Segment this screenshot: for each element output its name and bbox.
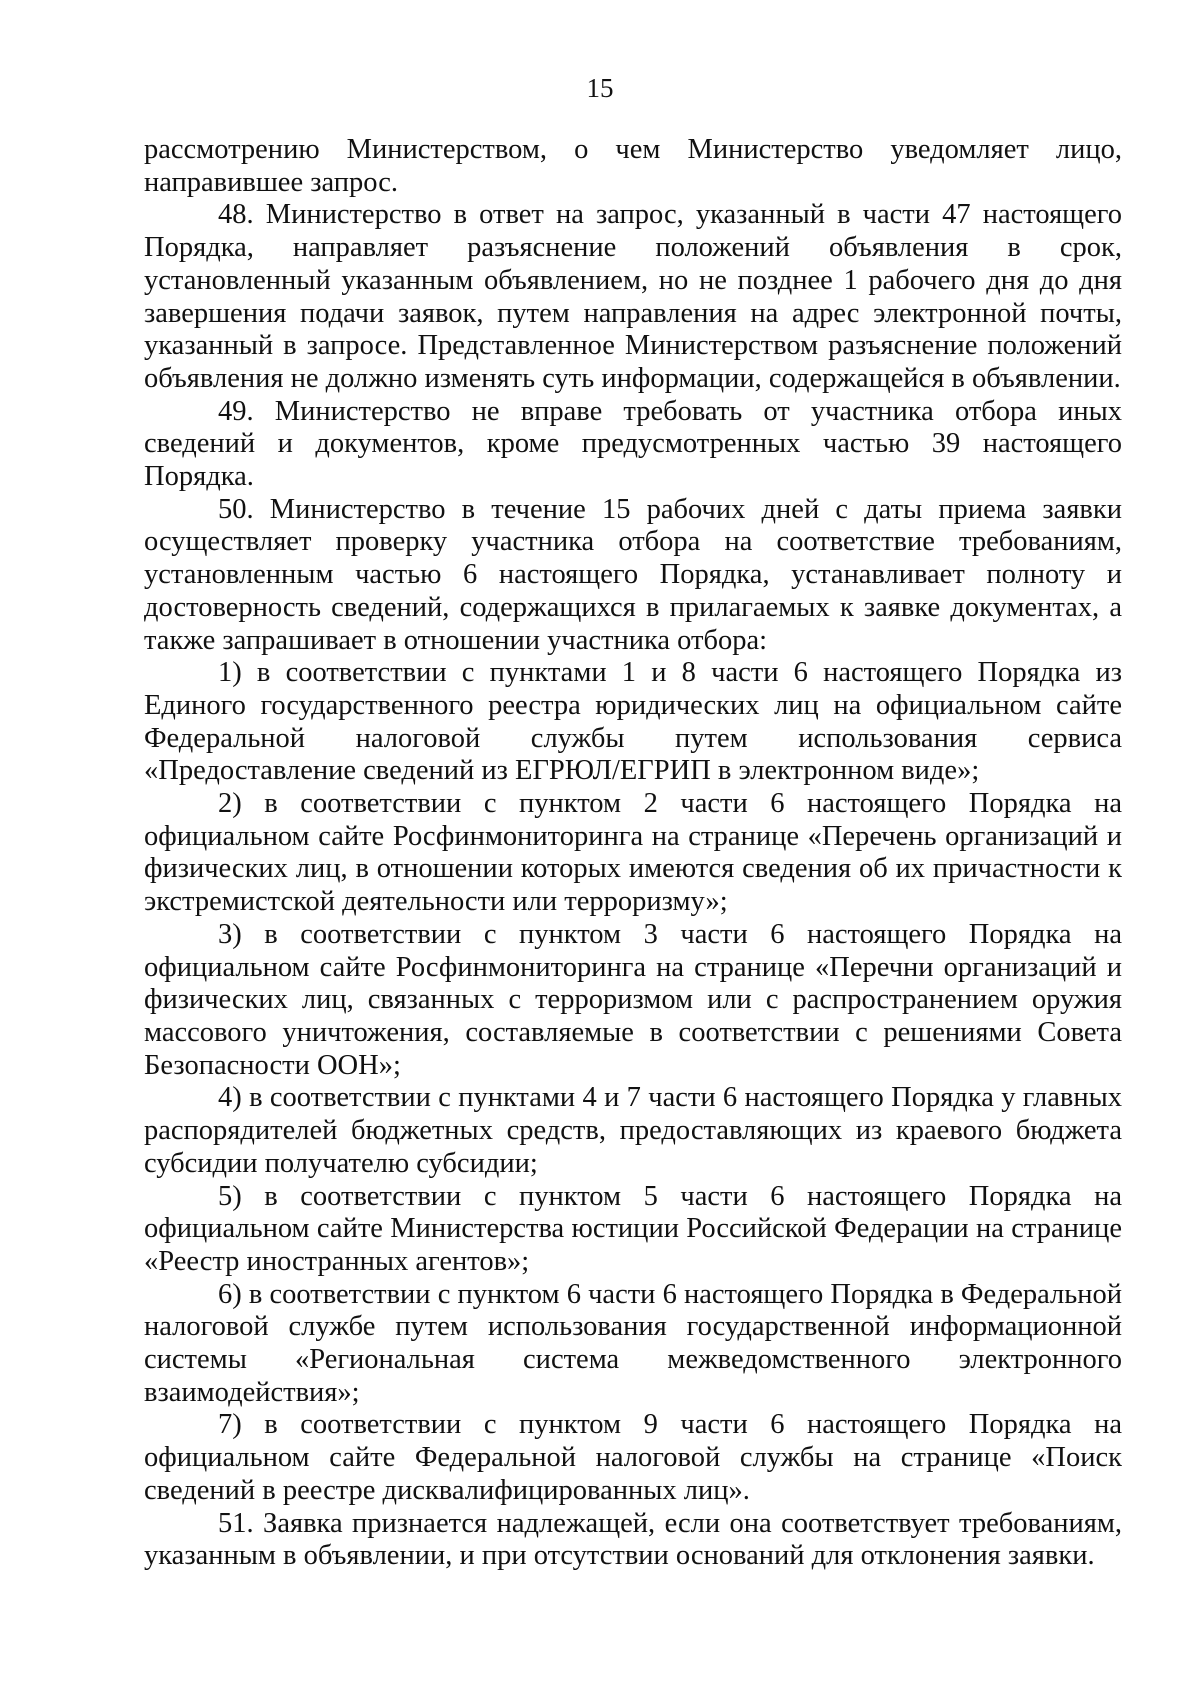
- page-number: 15: [586, 73, 614, 103]
- list-item-6: 6) в соответствии с пунктом 6 части 6 настоящего Порядка в Федеральной налоговой службе путем использования государственной информационной системы «Региональная система межведомственного электронного взаимодействия»;: [144, 1278, 1122, 1408]
- list-item-5: 5) в соответствии с пунктом 5 части 6 настоящего Порядка на официальном сайте Министерства юстиции Российской Федерации на странице «Реестр иностранных агентов»;: [144, 1180, 1122, 1277]
- paragraph-continuation: рассмотрению Министерством, о чем Министерство уведомляет лицо, направившее запрос.: [144, 134, 1122, 198]
- document-body: [144, 134, 1122, 1573]
- paragraph-51: 51. Заявка признается надлежащей, если она соответствует требованиям, указанным в объявлении, и при отсутствии оснований для отклонения заявки.: [144, 1507, 1122, 1572]
- list-item-3: 3) в соответствии с пунктом 3 части 6 настоящего Порядка на официальном сайте Росфинмониторинга на странице «Перечни организаций и физических лиц, связанных с терроризмом или с распространением оружия массового уничтожения, составляемые в соответствии с решениями Совета Безопасности ООН»;: [144, 918, 1122, 1081]
- list-item-4: 4) в соответствии с пунктами 4 и 7 части 6 настоящего Порядка у главных распорядителей бюджетных средств, предоставляющих из краевого бюджета субсидии получателю субсидии;: [144, 1082, 1122, 1179]
- paragraph-50: 50. Министерство в течение 15 рабочих дней с даты приема заявки осуществляет проверку участника отбора на соответствие требованиям, установленным частью 6 настоящего Порядка, устанавливает полноту и достоверность сведений, содержащихся в прилагаемых к заявке документах, а также запрашивает в отношении участника отбора:: [144, 493, 1122, 656]
- paragraph-49: 49. Министерство не вправе требовать от участника отбора иных сведений и документов, кроме предусмотренных частью 39 настоящего Порядка.: [144, 395, 1122, 493]
- paragraph-48: 48. Министерство в ответ на запрос, указанный в части 47 настоящего Порядка, направляет разъяснение положений объявления в срок, установленный указанным объявлением, но не позднее 1 рабочего дня до дня завершения подачи заявок, путем направления на адрес электронной почты, указанный в запросе. Представленное Министерством разъяснение положений объявления не должно изменять суть информации, содержащейся в объявлении.: [144, 199, 1122, 394]
- list-item-1: 1) в соответствии с пунктами 1 и 8 части 6 настоящего Порядка из Единого государственного реестра юридических лиц на официальном сайте Федеральной налоговой службы путем использования сервиса «Предоставление сведений из ЕГРЮЛ/ЕГРИП в электронном виде»;: [144, 657, 1122, 787]
- list-item-7: 7) в соответствии с пунктом 9 части 6 настоящего Порядка на официальном сайте Федеральной налоговой службы на странице «Поиск сведений в реестре дисквалифицированных лиц».: [144, 1409, 1122, 1506]
- list-item-2: 2) в соответствии с пунктом 2 части 6 настоящего Порядка на официальном сайте Росфинмониторинга на странице «Перечень организаций и физических лиц, в отношении которых имеются сведения об их причастности к экстремистской деятельности или терроризму»;: [144, 788, 1122, 918]
